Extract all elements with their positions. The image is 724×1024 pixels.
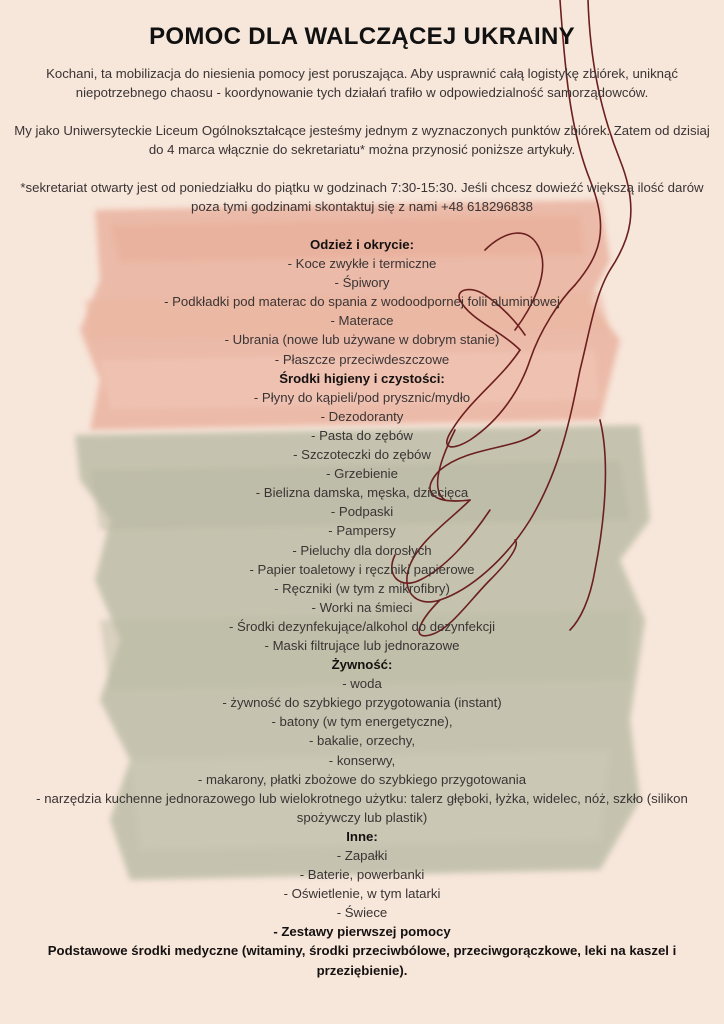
list-item: - Pampersy [328,523,396,539]
list-item: - Oświetlenie, w tym latarki [283,886,441,902]
list-item: - żywność do szybkiego przygotowania (instant) [222,695,502,711]
list-item: - Materace [330,313,394,329]
list-item: - Ubrania (nowe lub używane w dobrym stanie) [224,332,500,348]
list-item: - batony (w tym energetyczne), [271,714,453,730]
section-heading: Środki higieny i czystości: [279,370,445,386]
section-other [0,827,724,922]
list-item: - Dezodoranty [320,408,404,424]
list-item: - Podpaski [330,504,394,520]
list-item: - Śpiwory [334,275,390,291]
list-item: - Środki dezynfekujące/alkohol do dezynfekcji [228,618,496,634]
list-item: - Baterie, powerbanki [299,867,425,883]
list-item: - Worki na śmieci [311,599,413,615]
list-item: - Pieluchy dla dorosłych [292,542,432,558]
section-hygiene [0,369,724,655]
collection-point-paragraph: My jako Uniwersyteckie Liceum Ogólnokształcące jesteśmy jednym z wyznaczonych punktów zbiórek. Zatem od dzisiaj do 4 marca włącznie do sekretariatu* można przynosić poniższe artykuły. [14,123,710,157]
section-heading: Odzież i okrycie: [309,237,415,252]
list-item: - Grzebienie [326,466,398,482]
donation-lists [0,235,724,980]
list-item: - Zapałki [336,848,388,863]
list-item: - Szczoteczki do zębów [293,447,431,463]
list-item: - konserwy, [328,752,396,768]
section-food [0,655,724,827]
page-title: POMOC DLA WALCZĄCEJ UKRAINY [149,23,575,50]
first-aid-kit-item: - Zestawy pierwszej pomocy [273,924,451,940]
section-heading: Inne: [346,828,378,844]
list-item: - Świece [336,905,388,921]
intro-paragraph: Kochani, ta mobilizacja do niesienia pomocy jest poruszająca. Aby usprawnić całą logistykę zbiórek, uniknąć niepotrzebnego chaosu - koordynowanie tych działań trafiło w odpowiedzialność samorządowców. [46,66,678,100]
section-clothing [0,235,724,369]
list-item: - Koce zwykłe i termiczne [287,256,437,272]
list-item: - narzędzia kuchenne jednorazowego lub wielokrotnego użytku: talerz głęboki, łyżka, widelec, nóż, szkło (silikon spożywczy lub plastik) [36,790,688,825]
office-hours-note: *sekretariat otwarty jest od poniedziałku do piątku w godzinach 7:30-15:30. Jeśli chcesz dowieźć większą ilość darów poza tymi godzinami skontaktuj się z nami +48 618296838 [20,180,704,214]
list-item: - Maski filtrujące lub jednorazowe [264,637,460,653]
list-item: - Bielizna damska, męska, dziecięca [255,485,469,501]
list-item: - Ręczniki (w tym z mikrofibry) [274,580,450,596]
list-item: - Płaszcze przeciwdeszczowe [274,351,450,367]
medical-supplies-paragraph: Podstawowe środki medyczne (witaminy, środki przeciwbólowe, przeciwgorączkowe, leki na kaszel i przeziębienie). [47,943,677,978]
list-item: - Płyny do kąpieli/pod prysznic/mydło [253,389,471,405]
list-item: - makarony, płatki zbożowe do szybkiego przygotowania [197,771,527,787]
list-item: - woda [342,676,382,692]
list-item: - bakalie, orzechy, [308,733,416,749]
list-item: - Podkładki pod materac do spania z wodoodpornej folii aluminiowej [164,294,560,310]
list-item: - Papier toaletowy i ręczniki papierowe [249,561,475,577]
section-heading: Żywność: [331,657,393,673]
list-item: - Pasta do zębów [311,427,413,443]
